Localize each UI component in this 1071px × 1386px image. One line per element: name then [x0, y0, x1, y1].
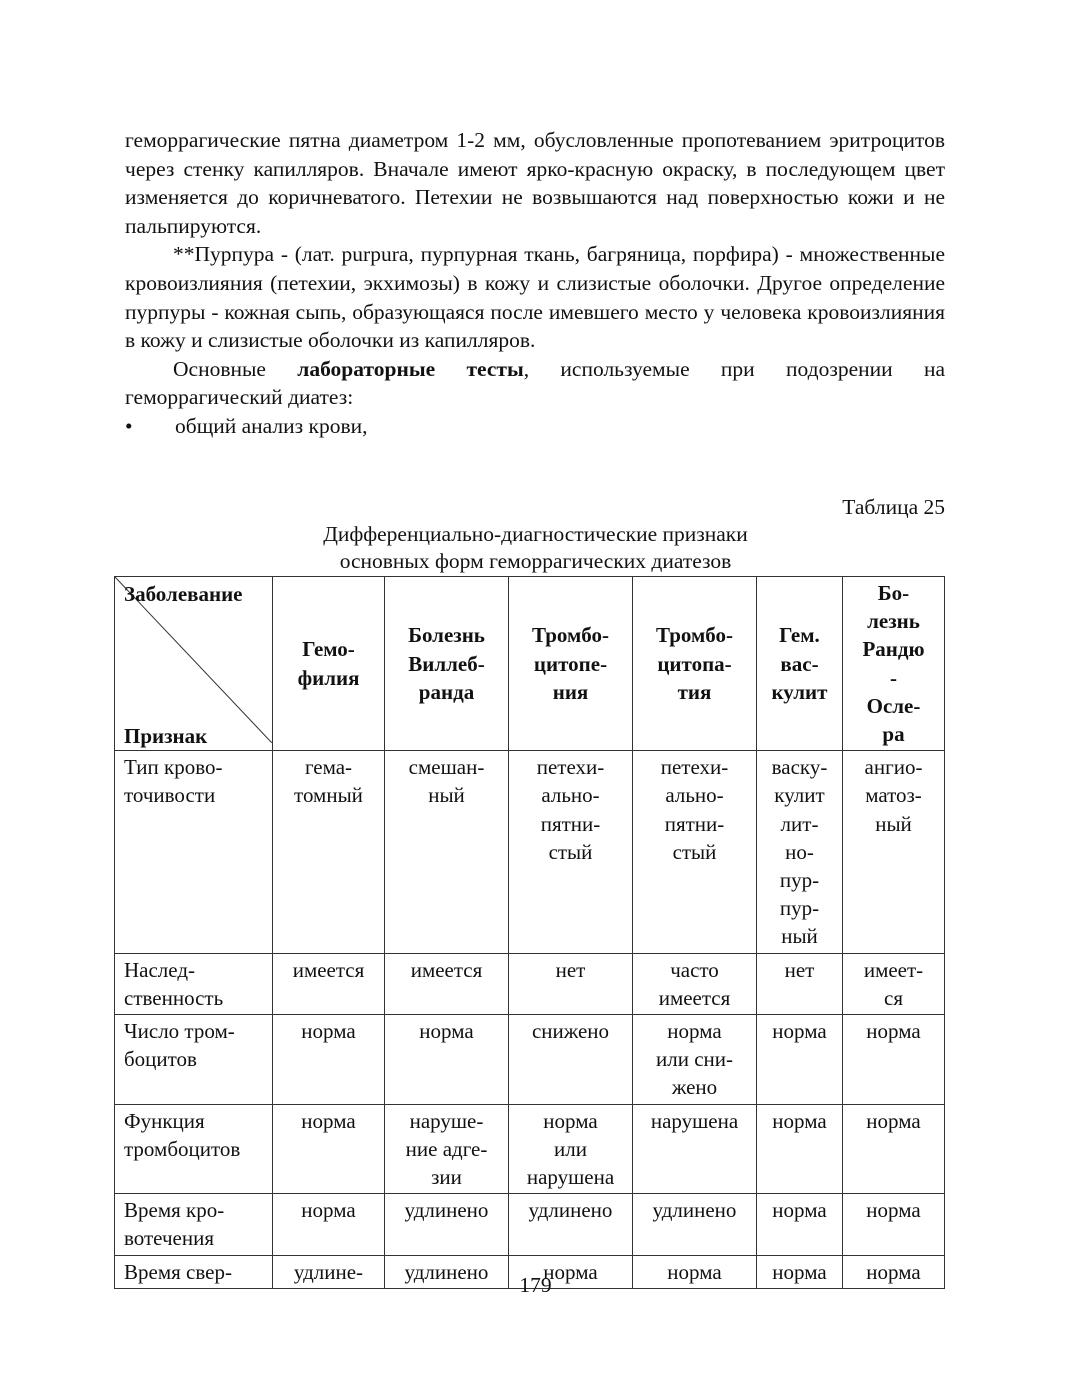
header-line: Осле-	[866, 693, 921, 718]
cell-line: стый	[672, 839, 717, 864]
header-line: лезнь	[867, 609, 920, 634]
header-hemophilia	[273, 577, 385, 751]
cell-line: часто	[670, 957, 719, 982]
table-cell	[273, 751, 385, 953]
header-line: вас-	[780, 651, 819, 676]
cell-line: норма	[543, 1108, 598, 1133]
table-cell	[385, 1104, 509, 1194]
header-line: ния	[552, 679, 589, 704]
cell-line: петехи-	[660, 755, 729, 780]
table-row	[115, 1015, 945, 1105]
table-row	[115, 751, 945, 953]
row-label-line: Наслед-	[124, 957, 196, 982]
cell-line: имеет-	[863, 957, 924, 982]
cell-line: удлинено	[404, 1259, 489, 1284]
table-cell	[273, 1104, 385, 1194]
cell-line: норма	[772, 1108, 827, 1133]
cell-line: васку-	[771, 755, 828, 780]
cell-line: имеется	[658, 985, 731, 1010]
table-cell	[509, 1104, 633, 1194]
diagnostic-table	[114, 576, 945, 1289]
cell-line: норма	[772, 1019, 827, 1044]
table-cell	[633, 1015, 757, 1105]
lab-tests-bold: лабораторные тесты	[297, 356, 524, 381]
table-cell	[633, 1104, 757, 1194]
row-label	[115, 953, 273, 1014]
header-rendu-osler	[843, 577, 945, 751]
table-header-row	[115, 577, 945, 751]
cell-line: ангио-	[864, 755, 923, 780]
table-cell	[757, 1194, 843, 1255]
cell-line: ный	[781, 924, 818, 949]
cell-line: нет	[555, 957, 586, 982]
table-cell	[273, 953, 385, 1014]
corner-sign-label: Признак	[124, 724, 208, 749]
table-cell	[843, 751, 945, 953]
corner-cell	[115, 577, 273, 751]
row-label-line: Число тром-	[124, 1019, 235, 1044]
cell-line: ально-	[541, 783, 600, 808]
header-line: Гемо-	[302, 637, 355, 662]
header-line: Гем.	[779, 623, 820, 648]
table-cell	[633, 751, 757, 953]
body-text	[125, 126, 945, 441]
cell-line: или	[554, 1136, 587, 1161]
lab-tests-intro: Основные	[173, 356, 298, 381]
cell-line: удлинено	[652, 1198, 737, 1223]
row-label-line: тромбоцитов	[124, 1136, 241, 1161]
cell-line: удлине-	[293, 1259, 364, 1284]
cell-line: жено	[671, 1075, 718, 1100]
table-cell	[843, 1015, 945, 1105]
cell-line: пятни-	[540, 811, 601, 836]
bullet-text: общий анализ крови,	[175, 413, 368, 438]
cell-line: норма	[419, 1019, 474, 1044]
cell-line: ние адге-	[405, 1136, 488, 1161]
table-cell	[385, 1194, 509, 1255]
cell-line: пур-	[779, 896, 820, 921]
caption-line-1: Дифференциально-диагностические признаки	[323, 522, 748, 546]
cell-line: норма	[667, 1259, 722, 1284]
cell-line: имеется	[292, 957, 365, 982]
paragraph-petechiae: геморрагические пятна диаметром 1-2 мм, обусловленные пропотеванием эритроцитов через стенку капилляров. Вначале имеют ярко-красную окраску, в последующем цвет изменяется до коричневатого. Петехии не возвышаются над поверхностью кожи и не пальпируются.	[125, 128, 945, 238]
row-label-line: боцитов	[124, 1047, 197, 1072]
cell-line: норма	[301, 1198, 356, 1223]
table-cell	[757, 751, 843, 953]
table-cell	[385, 751, 509, 953]
header-line: филия	[297, 665, 360, 690]
row-label-line: точивости	[124, 783, 216, 808]
cell-line: удлинено	[404, 1198, 489, 1223]
cell-line: норма	[866, 1198, 921, 1223]
caption-line-2: основных форм геморрагических диатезов	[339, 549, 732, 573]
table-cell	[509, 1015, 633, 1105]
header-line: Виллеб-	[408, 651, 485, 676]
cell-line: норма	[543, 1259, 598, 1284]
paragraph-purpura: **Пурпура - (лат. purpura, пурпурная ткань, багряница, порфира) - множественные кровоизлияния (петехии, экхимозы) в кожу и слизистые оболочки. Другое определение пурпуры - кожная сыпь, образующаяся после имевшего место у человека кровоизлияния в кожу и слизистые оболочки из капилляров.	[125, 242, 945, 353]
header-line: -	[890, 665, 897, 690]
cell-line: гема-	[304, 755, 353, 780]
table-cell	[843, 953, 945, 1014]
header-line: тия	[677, 679, 712, 704]
header-willebrand	[385, 577, 509, 751]
row-label	[115, 1104, 273, 1194]
header-line: Бо-	[877, 581, 910, 605]
cell-line: норма	[772, 1198, 827, 1223]
page-number: 179	[519, 1273, 552, 1297]
cell-line: стый	[548, 839, 593, 864]
cell-line: нарушена	[650, 1108, 739, 1133]
cell-line: норма	[667, 1019, 722, 1044]
header-line: ранда	[418, 679, 475, 704]
table-cell	[843, 1194, 945, 1255]
cell-line: имеется	[410, 957, 483, 982]
cell-line: смешан-	[408, 755, 485, 780]
table-cell	[273, 1194, 385, 1255]
cell-line: пур-	[779, 868, 820, 893]
paragraph-lab-tests	[125, 355, 945, 412]
row-label-line: Время кро-	[124, 1198, 225, 1223]
bullet-item	[125, 412, 945, 441]
cell-line: пятни-	[664, 811, 725, 836]
row-label-line: вотечения	[124, 1226, 214, 1251]
header-line: Болезнь	[408, 623, 485, 648]
cell-line: норма	[866, 1259, 921, 1284]
cell-line: ально-	[665, 783, 724, 808]
cell-line: ся	[884, 985, 903, 1010]
header-line: цитопе-	[533, 651, 608, 676]
cell-line: или сни-	[656, 1047, 733, 1072]
bullet-icon: •	[125, 413, 133, 438]
corner-disease-label: Заболевание	[124, 582, 243, 606]
cell-line: петехи-	[536, 755, 605, 780]
table-cell	[385, 953, 509, 1014]
row-label-line: Тип крово-	[124, 755, 223, 780]
header-line: цитопа-	[657, 651, 732, 676]
row-label	[115, 751, 273, 953]
cell-line: ный	[428, 783, 465, 808]
cell-line: матоз-	[865, 783, 922, 808]
table-cell	[509, 751, 633, 953]
table-body	[115, 751, 945, 1289]
table-cell	[633, 953, 757, 1014]
table-cell	[509, 953, 633, 1014]
table-cell	[757, 1015, 843, 1105]
cell-line: норма	[301, 1108, 356, 1133]
header-line: Рандю	[862, 637, 925, 662]
cell-line: норма	[301, 1019, 356, 1044]
cell-line: но-	[785, 839, 814, 864]
header-line: ра	[882, 722, 905, 747]
header-line: Тромбо-	[531, 623, 609, 648]
row-label	[115, 1194, 273, 1255]
table-cell	[843, 1104, 945, 1194]
cell-line: норма	[772, 1259, 827, 1284]
row-label	[115, 1015, 273, 1105]
cell-line: кулит	[774, 783, 825, 808]
table-row	[115, 1194, 945, 1255]
table-cell	[273, 1015, 385, 1105]
table-cell	[385, 1015, 509, 1105]
table-cell	[509, 1194, 633, 1255]
lab-tests-rest: , используемые при подозрении на геморрагический диатез:	[125, 356, 945, 410]
row-label-line: ственность	[124, 985, 224, 1010]
cell-line: наруше-	[409, 1108, 484, 1133]
cell-line: норма	[866, 1108, 921, 1133]
cell-line: нарушена	[526, 1165, 615, 1190]
cell-line: зии	[431, 1165, 462, 1190]
table-caption	[0, 521, 1071, 575]
row-label-line: Функция	[124, 1108, 205, 1133]
header-thrombocytopathy	[633, 577, 757, 751]
cell-line: снижено	[531, 1019, 610, 1044]
cell-line: лит-	[780, 811, 819, 836]
header-line: кулит	[771, 679, 828, 704]
table-row	[115, 953, 945, 1014]
table-row	[115, 1104, 945, 1194]
table-cell	[757, 953, 843, 1014]
cell-line: ный	[875, 811, 912, 836]
cell-line: томный	[294, 783, 363, 808]
header-thrombocytopenia	[509, 577, 633, 751]
row-label-line: Время свер-	[124, 1259, 232, 1284]
table-cell	[757, 1104, 843, 1194]
header-vasculitis	[757, 577, 843, 751]
table-number: Таблица 25	[842, 495, 945, 519]
table-cell	[633, 1194, 757, 1255]
cell-line: нет	[784, 957, 815, 982]
header-line: Тромбо-	[655, 623, 733, 648]
cell-line: норма	[866, 1019, 921, 1044]
cell-line: удлинено	[528, 1198, 613, 1223]
